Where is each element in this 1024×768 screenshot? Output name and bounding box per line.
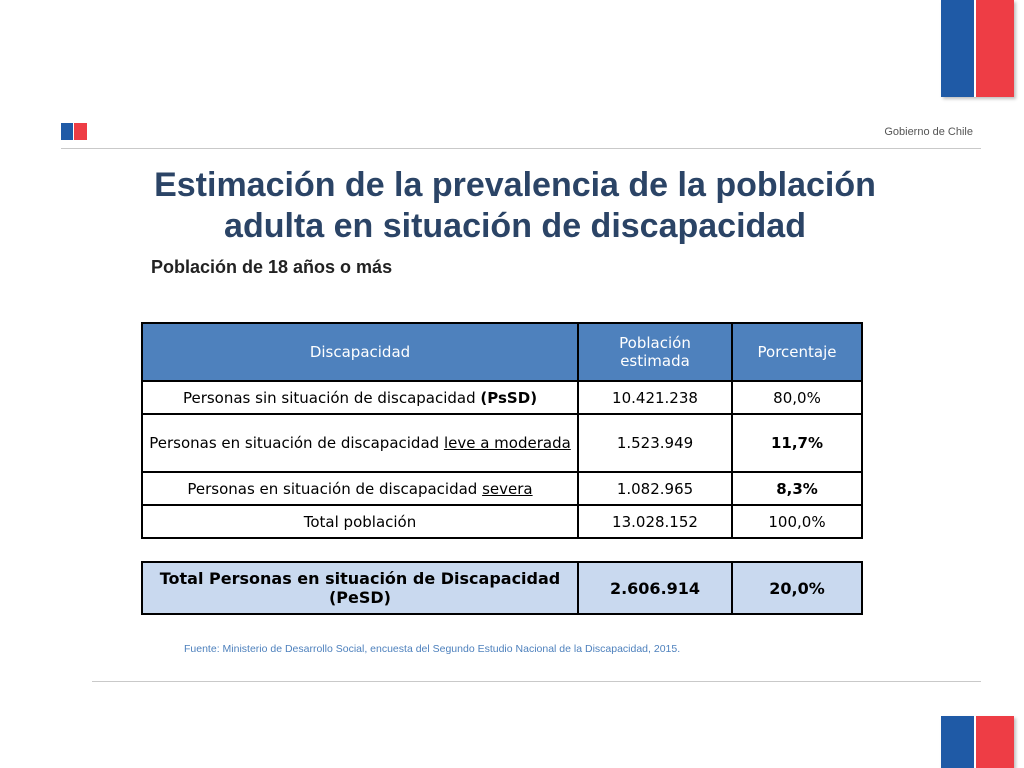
header-discapacidad: Discapacidad xyxy=(142,323,578,381)
title-line-1: Estimación de la prevalencia de la población xyxy=(154,166,876,204)
disability-table xyxy=(141,322,863,539)
chile-flag-logo-bottom xyxy=(941,716,1014,768)
slide-title xyxy=(100,165,930,247)
total-pesd-table xyxy=(141,561,863,615)
row-percent: 8,3% xyxy=(732,472,862,505)
row-percent: 100,0% xyxy=(732,505,862,538)
source-note: Fuente: Ministerio de Desarrollo Social, encuesta del Segundo Estudio Nacional de la Discapacidad, 2015. xyxy=(184,643,681,655)
row-population: 13.028.152 xyxy=(578,505,732,538)
header-poblacion: Población estimada xyxy=(578,323,732,381)
row-label: Personas sin situación de discapacidad (PsSD) xyxy=(142,381,578,414)
gobierno-label: Gobierno de Chile xyxy=(884,126,973,138)
row-label: Personas en situación de discapacidad severa xyxy=(142,472,578,505)
table-row xyxy=(142,472,862,505)
table-row-total xyxy=(142,505,862,538)
total-population: 2.606.914 xyxy=(578,562,732,614)
chile-flag-icon xyxy=(61,123,87,140)
row-label: Personas en situación de discapacidad leve a moderada xyxy=(142,414,578,472)
total-percent: 20,0% xyxy=(732,562,862,614)
row-population: 1.082.965 xyxy=(578,472,732,505)
row-percent: 11,7% xyxy=(732,414,862,472)
total-label: Total Personas en situación de Discapacidad (PeSD) xyxy=(142,562,578,614)
slide-subtitle: Población de 18 años o más xyxy=(151,257,393,277)
row-population: 1.523.949 xyxy=(578,414,732,472)
row-percent: 80,0% xyxy=(732,381,862,414)
footer-divider xyxy=(92,681,981,682)
total-row xyxy=(142,562,862,614)
table-row xyxy=(142,414,862,472)
header-porcentaje: Porcentaje xyxy=(732,323,862,381)
table-row xyxy=(142,381,862,414)
table-header-row xyxy=(142,323,862,381)
header-divider xyxy=(61,148,981,149)
chile-flag-logo-top xyxy=(941,0,1014,97)
title-line-2: adulta en situación de discapacidad xyxy=(224,207,806,245)
row-label: Total población xyxy=(142,505,578,538)
row-population: 10.421.238 xyxy=(578,381,732,414)
